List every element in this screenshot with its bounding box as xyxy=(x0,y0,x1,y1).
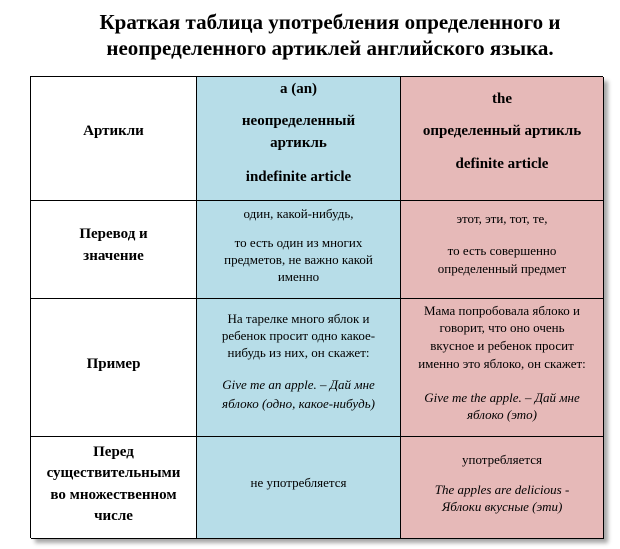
cell-example-indefinite xyxy=(197,299,401,437)
article-name-en: indefinite article xyxy=(245,169,352,185)
context-text: именно это яблоко, он скажет: xyxy=(418,356,586,371)
meaning-text: то есть один из многих xyxy=(234,235,363,250)
context-text: ребенок просит одно какое- xyxy=(221,328,376,343)
context-text: вкусное и ребенок просит xyxy=(430,338,574,353)
row-label: во множественном xyxy=(50,487,177,503)
cell-plural-definite xyxy=(401,437,604,539)
row-label: Перед xyxy=(93,444,134,460)
meaning-text: именно xyxy=(277,269,320,284)
row-label: Пример xyxy=(86,356,141,372)
row-label: Перевод и xyxy=(79,226,148,242)
row-label: числе xyxy=(94,508,133,524)
cell-articles-indefinite xyxy=(197,77,401,201)
context-text: говорит, что оно очень xyxy=(439,320,565,335)
translation-text: один, какой-нибудь, xyxy=(243,206,354,221)
article-name-en: definite article xyxy=(455,156,549,172)
cell-plural-label xyxy=(31,437,197,539)
cell-meaning-definite xyxy=(401,201,604,299)
usage-text: употребляется xyxy=(461,452,542,467)
article-name-ru: определенный артикль xyxy=(422,123,582,139)
cell-example-label xyxy=(31,299,197,437)
example-text: яблоко (это) xyxy=(466,407,538,422)
cell-articles-label xyxy=(31,77,197,201)
cell-plural-indefinite xyxy=(197,437,401,539)
meaning-text: определенный предмет xyxy=(437,261,567,276)
cell-meaning-indefinite xyxy=(197,201,401,299)
example-text: Яблоки вкусные (эти) xyxy=(441,499,563,514)
example-text: яблоко (одно, какое-нибудь) xyxy=(222,396,375,411)
example-text: Give me the apple. – Дай мне xyxy=(424,390,580,405)
row-label: существительными xyxy=(46,465,181,481)
article-name-ru: неопределенный xyxy=(241,113,356,129)
cell-meaning-label xyxy=(31,201,197,299)
meaning-text: то есть совершенно xyxy=(447,243,557,258)
context-text: нибудь из них, он скажет: xyxy=(227,345,370,360)
row-label: Артикли xyxy=(83,123,144,139)
usage-text: не употребляется xyxy=(250,475,347,490)
article-name-ru: артикль xyxy=(270,135,327,151)
context-text: Мама попробовала яблоко и xyxy=(424,303,580,318)
article-form: a (an) xyxy=(279,81,318,97)
translation-text: этот, эти, тот, те, xyxy=(456,211,548,226)
example-text: Give me an apple. – Дай мне xyxy=(222,377,375,392)
example-text: The apples are delicious - xyxy=(434,482,570,497)
cell-example-definite xyxy=(401,299,604,437)
articles-table xyxy=(30,76,603,538)
article-form: the xyxy=(492,91,512,107)
cell-articles-definite xyxy=(401,77,604,201)
row-label: значение xyxy=(83,248,144,264)
context-text: На тарелке много яблок и xyxy=(227,311,370,326)
document-title-line-2: неопределенного артиклей английского языка. xyxy=(106,36,554,60)
document-title-line-1: Краткая таблица употребления определенного и xyxy=(99,10,561,34)
meaning-text: предметов, не важно какой xyxy=(224,252,373,267)
